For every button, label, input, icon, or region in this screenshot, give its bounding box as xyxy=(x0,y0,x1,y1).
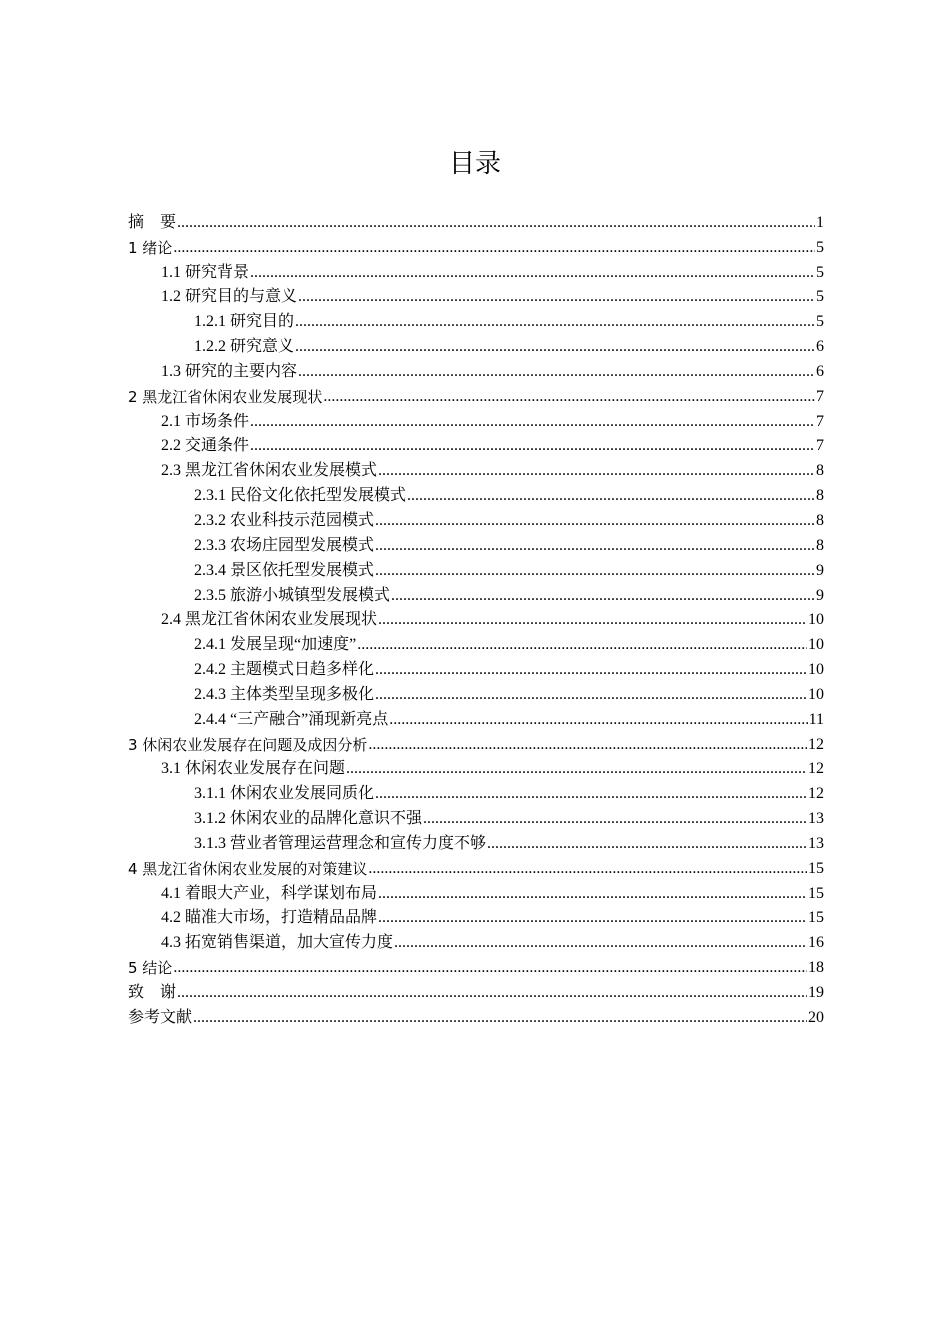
toc-entry-page-number: 12 xyxy=(808,785,824,803)
toc-entry-page-number: 6 xyxy=(816,362,824,380)
toc-entry-page-number: 8 xyxy=(816,462,824,480)
toc-entry-label: 1.2.1 研究目的 xyxy=(194,313,295,331)
toc-entry-label: 2.4.2 主题模式日趋多样化 xyxy=(194,661,375,679)
toc-entry[interactable] xyxy=(128,779,824,804)
toc-entry[interactable] xyxy=(128,730,824,755)
dot-leader xyxy=(250,412,815,432)
toc-entry-label: 2.3.3 农场庄园型发展模式 xyxy=(194,536,375,554)
dot-leader xyxy=(378,908,807,928)
toc-entry-label: 参考文献 xyxy=(128,1008,193,1026)
dot-leader xyxy=(298,287,815,307)
toc-entry-page-number: 5 xyxy=(816,288,824,306)
toc-entry[interactable] xyxy=(128,456,824,481)
toc-entry-label: 1.2 研究目的与意义 xyxy=(161,288,298,306)
toc-entry-label: 3.1.1 休闲农业发展同质化 xyxy=(194,785,375,803)
dot-leader xyxy=(323,387,815,407)
toc-entry-label: 2.3.5 旅游小城镇型发展模式 xyxy=(194,586,391,604)
toc-entry-page-number: 10 xyxy=(808,661,824,679)
toc-entry-label: 2.4.1 发展呈现“加速度” xyxy=(194,636,357,654)
toc-entry[interactable] xyxy=(128,208,824,233)
dot-leader xyxy=(407,486,815,506)
toc-entry-page-number: 16 xyxy=(808,934,824,952)
toc-entry-page-number: 9 xyxy=(816,561,824,579)
toc-entry-label: 1 绪论 xyxy=(128,238,173,257)
dot-leader xyxy=(378,461,815,481)
toc-entry-label: 2.3.4 景区依托型发展模式 xyxy=(194,561,375,579)
dot-leader xyxy=(378,610,807,630)
table-of-contents xyxy=(128,208,824,1028)
toc-entry[interactable] xyxy=(128,307,824,332)
dot-leader xyxy=(295,312,815,332)
toc-entry-label: 1.2.2 研究意义 xyxy=(194,338,295,356)
dot-leader xyxy=(391,586,815,606)
toc-entry-label: 4 黑龙江省休闲农业发展的对策建议 xyxy=(128,859,368,878)
toc-entry-page-number: 13 xyxy=(808,810,824,828)
toc-entry-label: 2 黑龙江省休闲农业发展现状 xyxy=(128,387,323,406)
toc-entry-label: 3.1.2 休闲农业的品牌化意识不强 xyxy=(194,810,423,828)
toc-entry[interactable] xyxy=(128,879,824,904)
page-title: 目录 xyxy=(448,149,501,179)
toc-entry-label: 3 休闲农业发展存在问题及成因分析 xyxy=(128,735,368,754)
dot-leader xyxy=(295,337,815,357)
toc-entry[interactable] xyxy=(128,655,824,680)
dot-leader xyxy=(250,263,815,283)
toc-entry-label: 2.2 交通条件 xyxy=(161,437,250,455)
toc-entry[interactable] xyxy=(128,705,824,730)
toc-entry[interactable] xyxy=(128,506,824,531)
dot-leader xyxy=(173,238,815,258)
toc-entry[interactable] xyxy=(128,804,824,829)
dot-leader xyxy=(173,958,807,978)
toc-entry-page-number: 15 xyxy=(808,909,824,927)
dot-leader xyxy=(375,561,815,581)
toc-entry-label: 3.1 休闲农业发展存在问题 xyxy=(161,760,346,778)
toc-entry-page-number: 8 xyxy=(816,511,824,529)
toc-entry-page-number: 1 xyxy=(816,213,824,231)
dot-leader xyxy=(368,735,807,755)
dot-leader xyxy=(346,759,807,779)
toc-entry-page-number: 19 xyxy=(808,984,824,1001)
toc-entry[interactable] xyxy=(128,630,824,655)
toc-entry-page-number: 8 xyxy=(816,487,824,505)
toc-entry-page-number: 13 xyxy=(808,834,824,852)
toc-entry-label: 2.1 市场条件 xyxy=(161,412,250,430)
toc-entry-page-number: 20 xyxy=(808,1008,824,1026)
toc-entry-label: 2.4 黑龙江省休闲农业发展现状 xyxy=(161,611,378,629)
toc-entry-page-number: 11 xyxy=(808,710,824,728)
toc-entry[interactable] xyxy=(128,258,824,283)
toc-entry[interactable] xyxy=(128,680,824,705)
toc-entry-page-number: 5 xyxy=(816,263,824,281)
toc-entry-label: 1.1 研究背景 xyxy=(161,263,250,281)
toc-entry-page-number: 12 xyxy=(808,760,824,778)
toc-entry-page-number: 5 xyxy=(816,313,824,331)
toc-entry-page-number: 5 xyxy=(816,238,824,256)
toc-entry[interactable] xyxy=(128,481,824,506)
toc-entry-label: 5 结论 xyxy=(128,959,173,978)
dot-leader xyxy=(375,784,807,804)
dot-leader xyxy=(487,834,807,854)
toc-entry-page-number: 7 xyxy=(816,412,824,430)
toc-entry[interactable] xyxy=(128,928,824,953)
dot-leader xyxy=(250,436,815,456)
toc-entry-page-number: 12 xyxy=(808,735,824,753)
toc-entry-page-number: 9 xyxy=(816,586,824,604)
dot-leader xyxy=(298,362,815,382)
dot-leader xyxy=(375,685,807,705)
toc-entry-label: 摘 要 xyxy=(128,213,177,231)
toc-entry[interactable] xyxy=(128,332,824,357)
dot-leader xyxy=(378,884,807,904)
toc-entry-label: 2.3.1 民俗文化依托型发展模式 xyxy=(194,487,407,505)
toc-entry[interactable] xyxy=(128,357,824,382)
toc-entry-page-number: 15 xyxy=(808,884,824,902)
toc-entry[interactable] xyxy=(128,953,824,978)
toc-entry[interactable] xyxy=(128,978,824,1003)
toc-entry-label: 3.1.3 营业者管理运营理念和宣传力度不够 xyxy=(194,834,487,852)
toc-entry[interactable] xyxy=(128,407,824,432)
toc-entry-label: 4.3 拓宽销售渠道，加大宣传力度 xyxy=(161,934,394,952)
toc-entry-page-number: 8 xyxy=(816,536,824,554)
dot-leader xyxy=(375,660,807,680)
toc-entry-label: 1.3 研究的主要内容 xyxy=(161,362,298,380)
toc-entry-label: 2.3.2 农业科技示范园模式 xyxy=(194,511,375,529)
toc-entry-page-number: 6 xyxy=(816,338,824,356)
dot-leader xyxy=(375,511,815,531)
dot-leader xyxy=(368,859,807,879)
toc-entry-page-number: 15 xyxy=(808,859,824,877)
toc-entry[interactable] xyxy=(128,233,824,258)
dot-leader xyxy=(375,536,815,556)
dot-leader xyxy=(357,635,807,655)
toc-entry[interactable] xyxy=(128,283,824,308)
toc-entry-page-number: 10 xyxy=(808,611,824,629)
toc-entry[interactable] xyxy=(128,581,824,606)
toc-entry[interactable] xyxy=(128,432,824,457)
dot-leader xyxy=(177,983,807,1003)
toc-entry-label: 2.3 黑龙江省休闲农业发展模式 xyxy=(161,462,378,480)
toc-entry-label: 4.1 着眼大产业，科学谋划布局 xyxy=(161,884,378,902)
toc-entry[interactable] xyxy=(128,904,824,929)
toc-entry[interactable] xyxy=(128,606,824,631)
dot-leader xyxy=(423,809,807,829)
toc-entry[interactable] xyxy=(128,854,824,879)
toc-entry-page-number: 18 xyxy=(808,959,824,977)
toc-entry-label: 2.4.3 主体类型呈现多极化 xyxy=(194,685,375,703)
toc-entry-label: 2.4.4 “三产融合”涌现新亮点 xyxy=(194,710,389,728)
toc-entry-page-number: 10 xyxy=(808,636,824,654)
toc-entry-label: 致 谢 xyxy=(128,984,177,1001)
toc-entry[interactable] xyxy=(128,755,824,780)
toc-entry-page-number: 7 xyxy=(816,437,824,455)
dot-leader xyxy=(193,1008,807,1028)
toc-entry[interactable] xyxy=(128,531,824,556)
toc-entry-page-number: 7 xyxy=(816,387,824,405)
toc-entry[interactable] xyxy=(128,556,824,581)
dot-leader xyxy=(177,213,815,233)
toc-entry[interactable] xyxy=(128,829,824,854)
toc-entry-page-number: 10 xyxy=(808,685,824,703)
toc-entry-label: 4.2 瞄准大市场，打造精品品牌 xyxy=(161,909,378,927)
toc-entry[interactable] xyxy=(128,1003,824,1028)
dot-leader xyxy=(394,933,807,953)
dot-leader xyxy=(389,710,807,730)
toc-entry[interactable] xyxy=(128,382,824,407)
